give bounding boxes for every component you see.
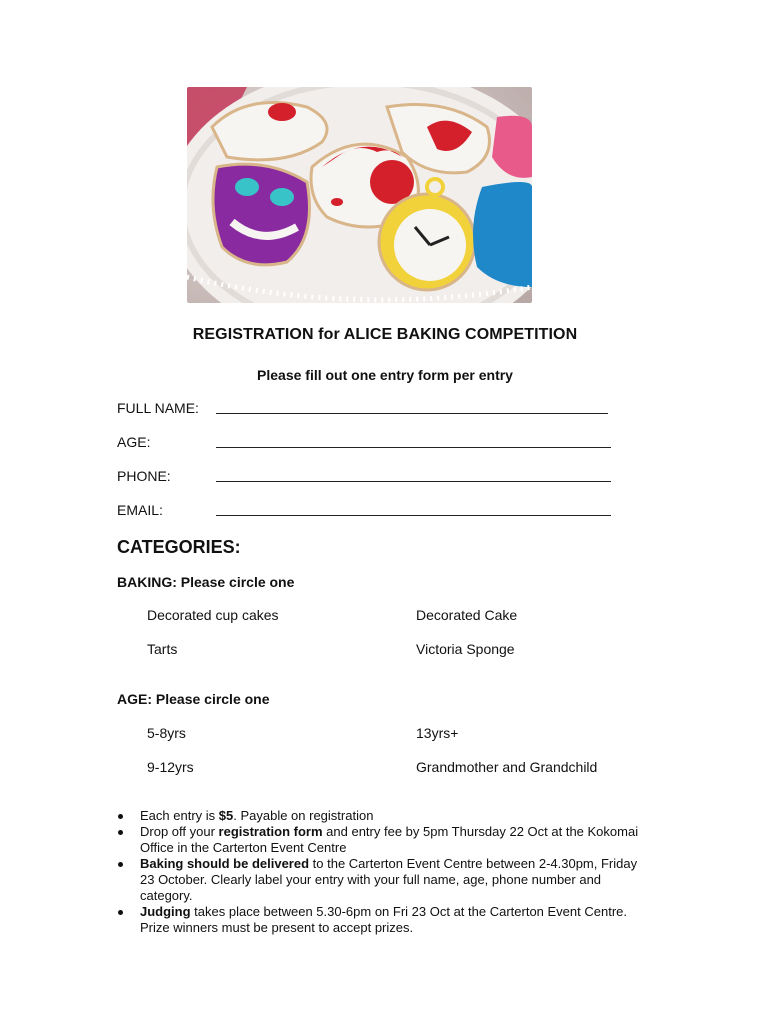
baking-option-decorated-cake[interactable]: Decorated Cake [416, 607, 518, 623]
bullet-bold: Baking should be delivered [140, 856, 310, 871]
baking-option-tarts[interactable]: Tarts [147, 641, 178, 657]
phone-label: PHONE: [117, 468, 171, 484]
bullet-bold: Judging [140, 904, 191, 919]
full-name-field[interactable] [216, 413, 608, 414]
age-option-13yrs-plus[interactable]: 13yrs+ [416, 725, 459, 741]
bullet-drop-off [117, 824, 647, 856]
bullet-icon [118, 910, 123, 915]
cookies-photo [187, 87, 532, 303]
age-option-9-12yrs[interactable]: 9-12yrs [147, 759, 194, 775]
bullet-delivery [117, 856, 647, 904]
bullet-entry-fee [117, 808, 647, 824]
phone-field[interactable] [216, 481, 611, 482]
bullet-text: . Payable on registration [233, 808, 374, 823]
page-subtitle: Please fill out one entry form per entry [257, 367, 513, 383]
bullet-icon [118, 862, 123, 867]
full-name-label: FULL NAME: [117, 400, 199, 416]
bullet-bold: $5 [218, 808, 234, 823]
baking-option-victoria-sponge[interactable]: Victoria Sponge [416, 641, 515, 657]
bullet-bold: registration form [218, 824, 323, 839]
email-field[interactable] [216, 515, 611, 516]
bullet-text: and entry fee by 5pm Thursday 22 Oct at the Kokomai Office in the Carterton Event Centre [140, 824, 639, 855]
bullet-icon [118, 814, 123, 819]
age-label: AGE: [117, 434, 151, 450]
age-option-grandmother-grandchild[interactable]: Grandmother and Grandchild [416, 759, 598, 775]
age-field[interactable] [216, 447, 611, 448]
info-bullet-list [117, 808, 647, 936]
bullet-text: Drop off your [140, 824, 219, 839]
bullet-text: Each entry is [140, 808, 219, 823]
bullet-judging [117, 904, 647, 936]
bullet-icon [118, 830, 123, 835]
page-title: REGISTRATION for ALICE BAKING COMPETITION [192, 326, 578, 343]
baking-option-decorated-cup-cakes[interactable]: Decorated cup cakes [147, 607, 279, 623]
bullet-text: to the Carterton Event Centre between 2-4.30pm, Friday 23 October. Clearly label your entry with your full name, age, phone number and category. [140, 856, 638, 903]
email-label: EMAIL: [117, 502, 163, 518]
categories-heading: CATEGORIES: [117, 537, 241, 557]
baking-heading: BAKING: Please circle one [117, 574, 295, 590]
age-option-5-8yrs[interactable]: 5-8yrs [147, 725, 186, 741]
bullet-text: takes place between 5.30-6pm on Fri 23 Oct at the Carterton Event Centre. Prize winners must be present to accept prizes. [140, 904, 627, 935]
age-heading: AGE: Please circle one [117, 691, 270, 707]
